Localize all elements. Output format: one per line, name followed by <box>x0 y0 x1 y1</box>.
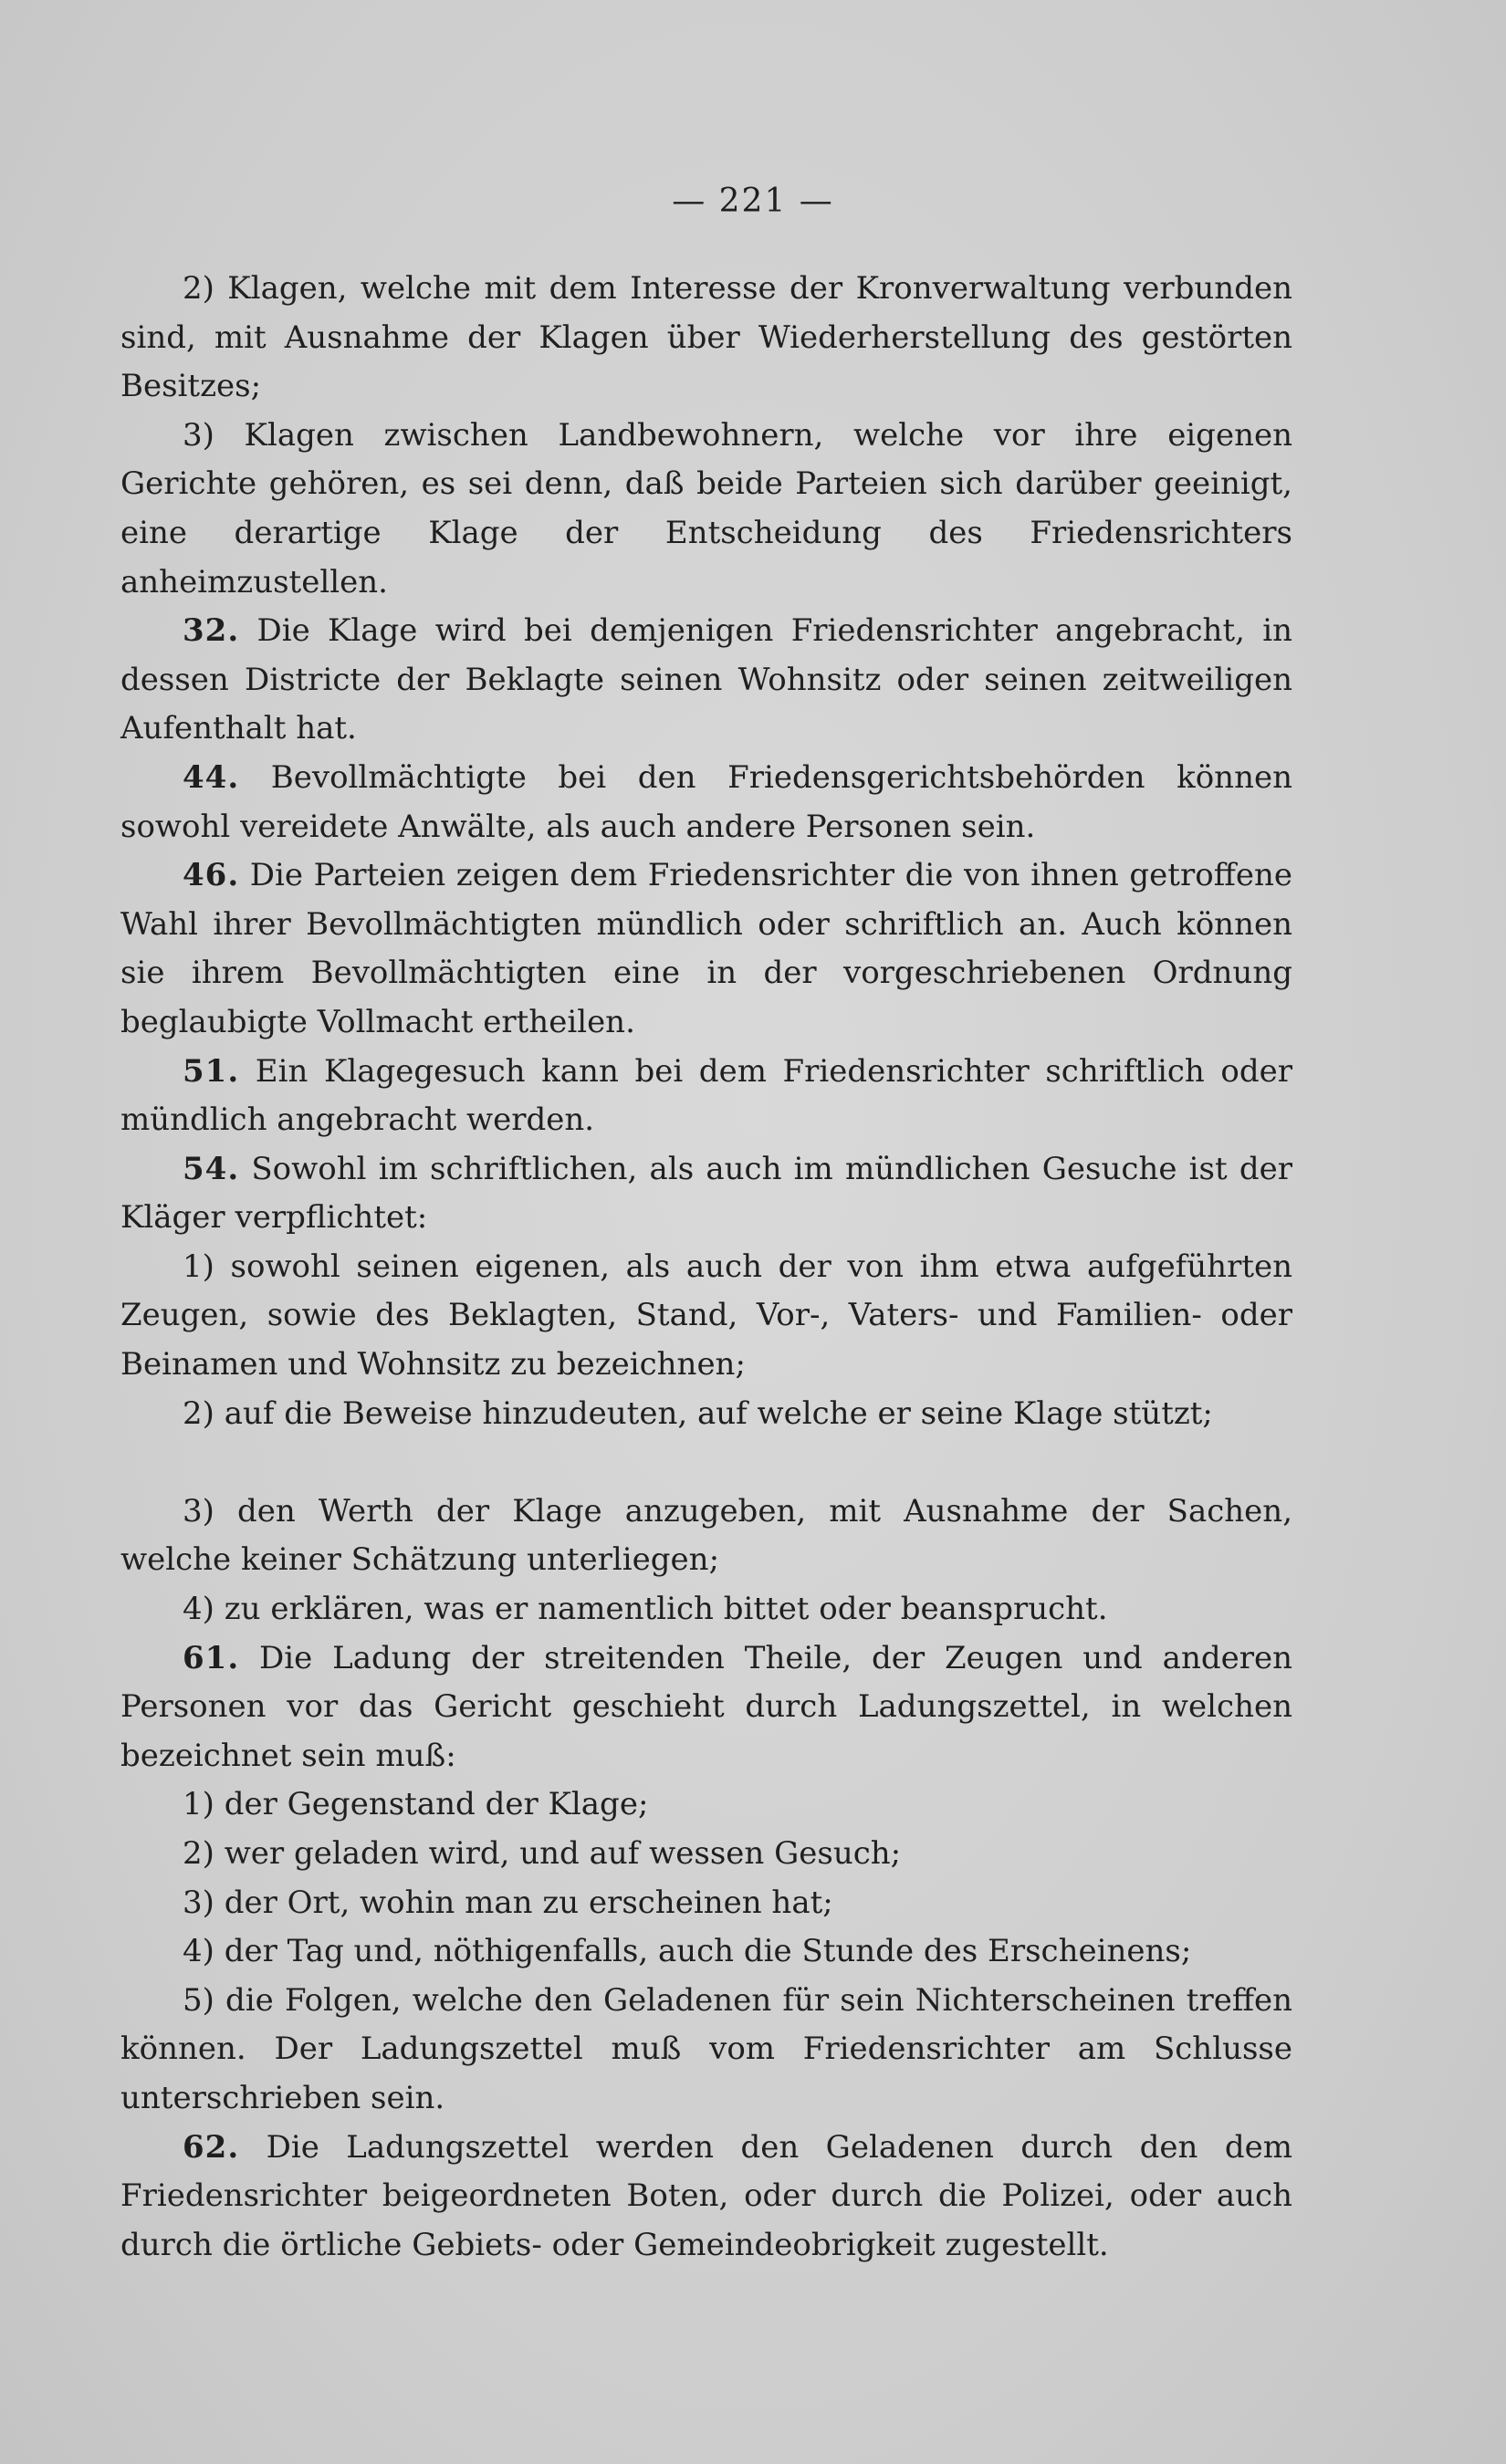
paragraph <box>120 754 1292 851</box>
paragraph-text: 3) der Ort, wohin man zu erscheinen hat; <box>183 1884 833 1921</box>
paragraph-text: Die Ladung der streitenden Theile, der Zeugen und anderen Personen vor das Gericht geschieht durch Ladungszettel, in welchen bezeichnet sein muß: <box>120 1639 1292 1774</box>
paragraph <box>120 412 1292 607</box>
paragraph <box>120 1585 1292 1634</box>
paragraph <box>120 1927 1292 1977</box>
paragraph <box>120 1243 1292 1390</box>
section-number: 54. <box>183 1150 240 1187</box>
paragraph <box>120 1977 1292 2124</box>
page-number: — 221 — <box>672 183 834 220</box>
body-text <box>120 265 1292 2270</box>
paragraph <box>120 1145 1292 1243</box>
paragraph-text: 1) sowohl seinen eigenen, als auch der von ihm etwa aufgeführten Zeugen, sowie des Beklagten, Stand, Vor-, Vaters- und Familien- oder Beinamen und Wohnsitz zu bezeichnen; <box>120 1248 1292 1383</box>
paragraph-text: 1) der Gegenstand der Klage; <box>183 1786 649 1823</box>
paragraph <box>120 1048 1292 1145</box>
paragraph-text: 4) zu erklären, was er namentlich bittet oder beansprucht. <box>183 1591 1108 1628</box>
paragraph-text: 2) Klagen, welche mit dem Interesse der Kronverwaltung verbunden sind, mit Ausnahme der Klagen über Wiederherstellung des gestörten Besitzes; <box>120 270 1292 405</box>
section-number: 62. <box>183 2128 240 2166</box>
paragraph <box>120 1634 1292 1781</box>
paragraph <box>120 1390 1292 1439</box>
section-number: 51. <box>183 1052 240 1090</box>
paragraph-text: Die Klage wird bei demjenigen Friedensrichter angebracht, in dessen Districte der Beklagte seinen Wohnsitz oder seinen zeitweiligen Aufenthalt hat. <box>120 612 1292 747</box>
paragraph-text: Ein Klagegesuch kann bei dem Friedensrichter schriftlich oder mündlich angebracht werden. <box>120 1052 1292 1139</box>
paragraph-text: Die Ladungszettel werden den Geladenen durch den dem Friedensrichter beigeordneten Boten, oder durch die Polizei, oder auch durch die örtliche Gebiets- oder Gemeindeobrigkeit zugestellt. <box>120 2128 1292 2263</box>
paragraph-text: 2) auf die Beweise hinzudeuten, auf welche er seine Klage stützt; <box>183 1394 1213 1432</box>
section-number: 46. <box>183 857 240 894</box>
paragraph-text: 3) den Werth der Klage anzugeben, mit Ausnahme der Sachen, welche keiner Schätzung unterliegen; <box>120 1492 1292 1579</box>
section-number: 32. <box>183 612 240 650</box>
section-number: 61. <box>183 1639 240 1676</box>
paragraph <box>120 607 1292 754</box>
paragraph-text: Sowohl im schriftlichen, als auch im mündlichen Gesuche ist der Kläger verpflichtet: <box>120 1150 1292 1237</box>
paragraph-text: Die Parteien zeigen dem Friedensrichter die von ihnen getroffene Wahl ihrer Bevollmächtigten mündlich oder schriftlich an. Auch können sie ihrem Bevollmächtigten eine in der vorgeschriebenen Ordnung beglaubigte Vollmacht ertheilen. <box>120 857 1292 1040</box>
paragraph <box>120 2124 1292 2271</box>
paragraph <box>120 1780 1292 1830</box>
paragraph <box>120 1830 1292 1879</box>
section-number: 44. <box>183 758 240 796</box>
paragraph <box>120 1879 1292 1928</box>
paragraph-text: 2) wer geladen wird, und auf wessen Gesuch; <box>183 1835 902 1872</box>
paragraph <box>120 1488 1292 1585</box>
paragraph <box>120 265 1292 412</box>
paragraph <box>120 851 1292 1047</box>
paragraph-text: 3) Klagen zwischen Landbewohnern, welche vor ihre eigenen Gerichte gehören, es sei denn, daß beide Parteien sich darüber geeinigt, eine derartige Klage der Entscheidung des Friedensrichters anheimzustellen. <box>120 416 1292 600</box>
paragraph-text: 5) die Folgen, welche den Geladenen für sein Nichterscheinen treffen können. Der Ladungszettel muß vom Friedensrichter am Schlusse unterschrieben sein. <box>120 1981 1292 2116</box>
blank-line <box>120 1438 1292 1488</box>
paragraph-text: 4) der Tag und, nöthigenfalls, auch die Stunde des Erscheinens; <box>183 1933 1192 1970</box>
paragraph-text: Bevollmächtigte bei den Friedensgerichtsbehörden können sowohl vereidete Anwälte, als auch andere Personen sein. <box>120 758 1293 845</box>
